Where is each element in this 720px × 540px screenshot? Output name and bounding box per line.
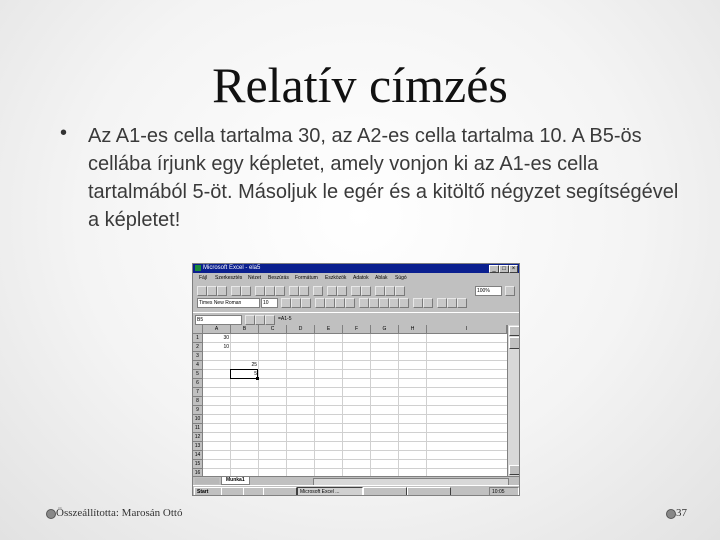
preview-icon[interactable]: [241, 286, 251, 296]
cut-icon[interactable]: [255, 286, 265, 296]
decrease-decimal-icon[interactable]: [399, 298, 409, 308]
equals-icon[interactable]: [265, 315, 275, 325]
autosum-icon[interactable]: [327, 286, 337, 296]
select-all-corner[interactable]: [193, 325, 203, 334]
minimize-icon[interactable]: _: [489, 265, 499, 273]
start-button[interactable]: Start: [194, 487, 222, 496]
row-header[interactable]: 6: [193, 379, 203, 388]
excel-menu-bar: [193, 274, 519, 283]
row-header[interactable]: 15: [193, 460, 203, 469]
row-header[interactable]: 3: [193, 352, 203, 361]
column-header[interactable]: D: [287, 325, 315, 334]
footer-author: Összeállította: Marosán Ottó: [56, 507, 183, 519]
bullet-text: Az A1-es cella tartalma 30, az A2-es cella tartalma 10. A B5-ös cellába írjunk egy képletet, amely vonjon ki az A1-es cella tartalmából 5-öt. Másoljuk le egér és a kitöltő négyzet segítségével a képletet!: [88, 125, 679, 231]
undo-icon[interactable]: [289, 286, 299, 296]
page-number: 37: [676, 507, 687, 519]
menu-edit[interactable]: Szerkesztés: [215, 275, 243, 281]
row-header[interactable]: 16: [193, 469, 203, 478]
currency-icon[interactable]: [359, 298, 369, 308]
column-header[interactable]: G: [371, 325, 399, 334]
scroll-up-icon[interactable]: [509, 326, 520, 336]
sort-asc-icon[interactable]: [351, 286, 361, 296]
excel-title-bar: [193, 264, 519, 273]
percent-icon[interactable]: [369, 298, 379, 308]
excel-screenshot: [192, 263, 520, 496]
open-icon[interactable]: [207, 286, 217, 296]
slide-title: Relatív címzés: [212, 57, 508, 113]
grid-lines: [203, 334, 507, 476]
row-header[interactable]: 10: [193, 415, 203, 424]
drawing-icon[interactable]: [395, 286, 405, 296]
italic-icon[interactable]: [291, 298, 301, 308]
font-color-icon[interactable]: [457, 298, 467, 308]
font-name-combo[interactable]: Times New Roman: [197, 298, 260, 308]
row-header[interactable]: 5: [193, 370, 203, 379]
font-size-combo[interactable]: 10: [261, 298, 278, 308]
menu-insert[interactable]: Beszúrás: [268, 275, 289, 281]
increase-decimal-icon[interactable]: [389, 298, 399, 308]
column-header[interactable]: H: [399, 325, 427, 334]
row-header[interactable]: 9: [193, 406, 203, 415]
row-header[interactable]: 14: [193, 451, 203, 460]
cell-a2[interactable]: 10: [223, 344, 229, 350]
map-icon[interactable]: [385, 286, 395, 296]
taskbar-clock: 10:05: [489, 487, 519, 496]
taskbar-app[interactable]: [243, 487, 265, 496]
column-header[interactable]: C: [259, 325, 287, 334]
column-header[interactable]: F: [343, 325, 371, 334]
zoom-combo[interactable]: 100%: [475, 286, 502, 296]
taskbar-excel[interactable]: Microsoft Excel ...: [297, 487, 363, 496]
menu-window[interactable]: Ablak: [375, 275, 388, 281]
underline-icon[interactable]: [301, 298, 311, 308]
redo-icon[interactable]: [299, 286, 309, 296]
row-header[interactable]: 7: [193, 388, 203, 397]
scroll-thumb[interactable]: [509, 337, 520, 349]
fill-color-icon[interactable]: [447, 298, 457, 308]
bullet-item: [60, 122, 680, 234]
save-icon[interactable]: [217, 286, 227, 296]
column-header[interactable]: B: [231, 325, 259, 334]
menu-tools[interactable]: Eszközök: [325, 275, 347, 281]
row-header[interactable]: 11: [193, 424, 203, 433]
increase-indent-icon[interactable]: [423, 298, 433, 308]
align-left-icon[interactable]: [315, 298, 325, 308]
name-box[interactable]: B5: [195, 315, 242, 325]
cell-b5-selected[interactable]: 5: [230, 369, 258, 379]
taskbar-app[interactable]: [407, 487, 451, 496]
row-header[interactable]: 13: [193, 442, 203, 451]
help-icon[interactable]: [505, 286, 515, 296]
excel-app-icon: [195, 265, 201, 271]
windows-taskbar: [193, 485, 519, 496]
row-header[interactable]: 12: [193, 433, 203, 442]
merge-center-icon[interactable]: [345, 298, 355, 308]
column-header[interactable]: E: [315, 325, 343, 334]
sheet-tab[interactable]: Munka1: [221, 477, 250, 485]
footer-dot-left: [46, 509, 56, 519]
formula-bar: [193, 312, 519, 325]
tab-scroll-buttons[interactable]: [195, 478, 219, 484]
formula-input[interactable]: =A1-5: [277, 315, 514, 323]
standard-toolbar: [193, 285, 519, 296]
copy-icon[interactable]: [265, 286, 275, 296]
taskbar-app[interactable]: [263, 487, 297, 496]
sheet-tabs-bar: [193, 476, 519, 485]
cell-a1[interactable]: 30: [223, 335, 229, 341]
menu-data[interactable]: Adatok: [353, 275, 369, 281]
sort-desc-icon[interactable]: [361, 286, 371, 296]
taskbar-app[interactable]: [221, 487, 245, 496]
borders-icon[interactable]: [437, 298, 447, 308]
scroll-down-icon[interactable]: [509, 465, 520, 475]
maximize-icon[interactable]: □: [499, 265, 509, 273]
footer-dot-right: [666, 509, 676, 519]
enter-icon[interactable]: [255, 315, 265, 325]
chart-wizard-icon[interactable]: [375, 286, 385, 296]
print-icon[interactable]: [231, 286, 241, 296]
align-right-icon[interactable]: [335, 298, 345, 308]
bullet-marker: •: [60, 122, 68, 144]
column-header[interactable]: I: [427, 325, 507, 334]
row-header[interactable]: 4: [193, 361, 203, 370]
paste-icon[interactable]: [275, 286, 285, 296]
menu-view[interactable]: Nézet: [248, 275, 262, 281]
new-icon[interactable]: [197, 286, 207, 296]
worksheet-grid[interactable]: [193, 325, 507, 476]
comma-icon[interactable]: [379, 298, 389, 308]
menu-help[interactable]: Súgó: [395, 275, 407, 281]
align-center-icon[interactable]: [325, 298, 335, 308]
excel-window-title: Microsoft Excel - ela5: [203, 265, 261, 271]
row-header[interactable]: 2: [193, 343, 203, 352]
function-icon[interactable]: [337, 286, 347, 296]
taskbar-app[interactable]: [363, 487, 407, 496]
cancel-icon[interactable]: [245, 315, 255, 325]
menu-file[interactable]: Fájl: [199, 275, 208, 281]
row-header[interactable]: 8: [193, 397, 203, 406]
row-header[interactable]: 1: [193, 334, 203, 343]
fill-handle[interactable]: [256, 377, 259, 380]
formatting-toolbar: [193, 297, 519, 308]
vertical-scrollbar[interactable]: [507, 325, 520, 476]
hyperlink-icon[interactable]: [313, 286, 323, 296]
cell-b4[interactable]: 25: [251, 362, 257, 368]
column-header[interactable]: A: [203, 325, 231, 334]
close-icon[interactable]: ×: [509, 265, 518, 273]
menu-format[interactable]: Formátum: [295, 275, 318, 281]
bold-icon[interactable]: [281, 298, 291, 308]
decrease-indent-icon[interactable]: [413, 298, 423, 308]
